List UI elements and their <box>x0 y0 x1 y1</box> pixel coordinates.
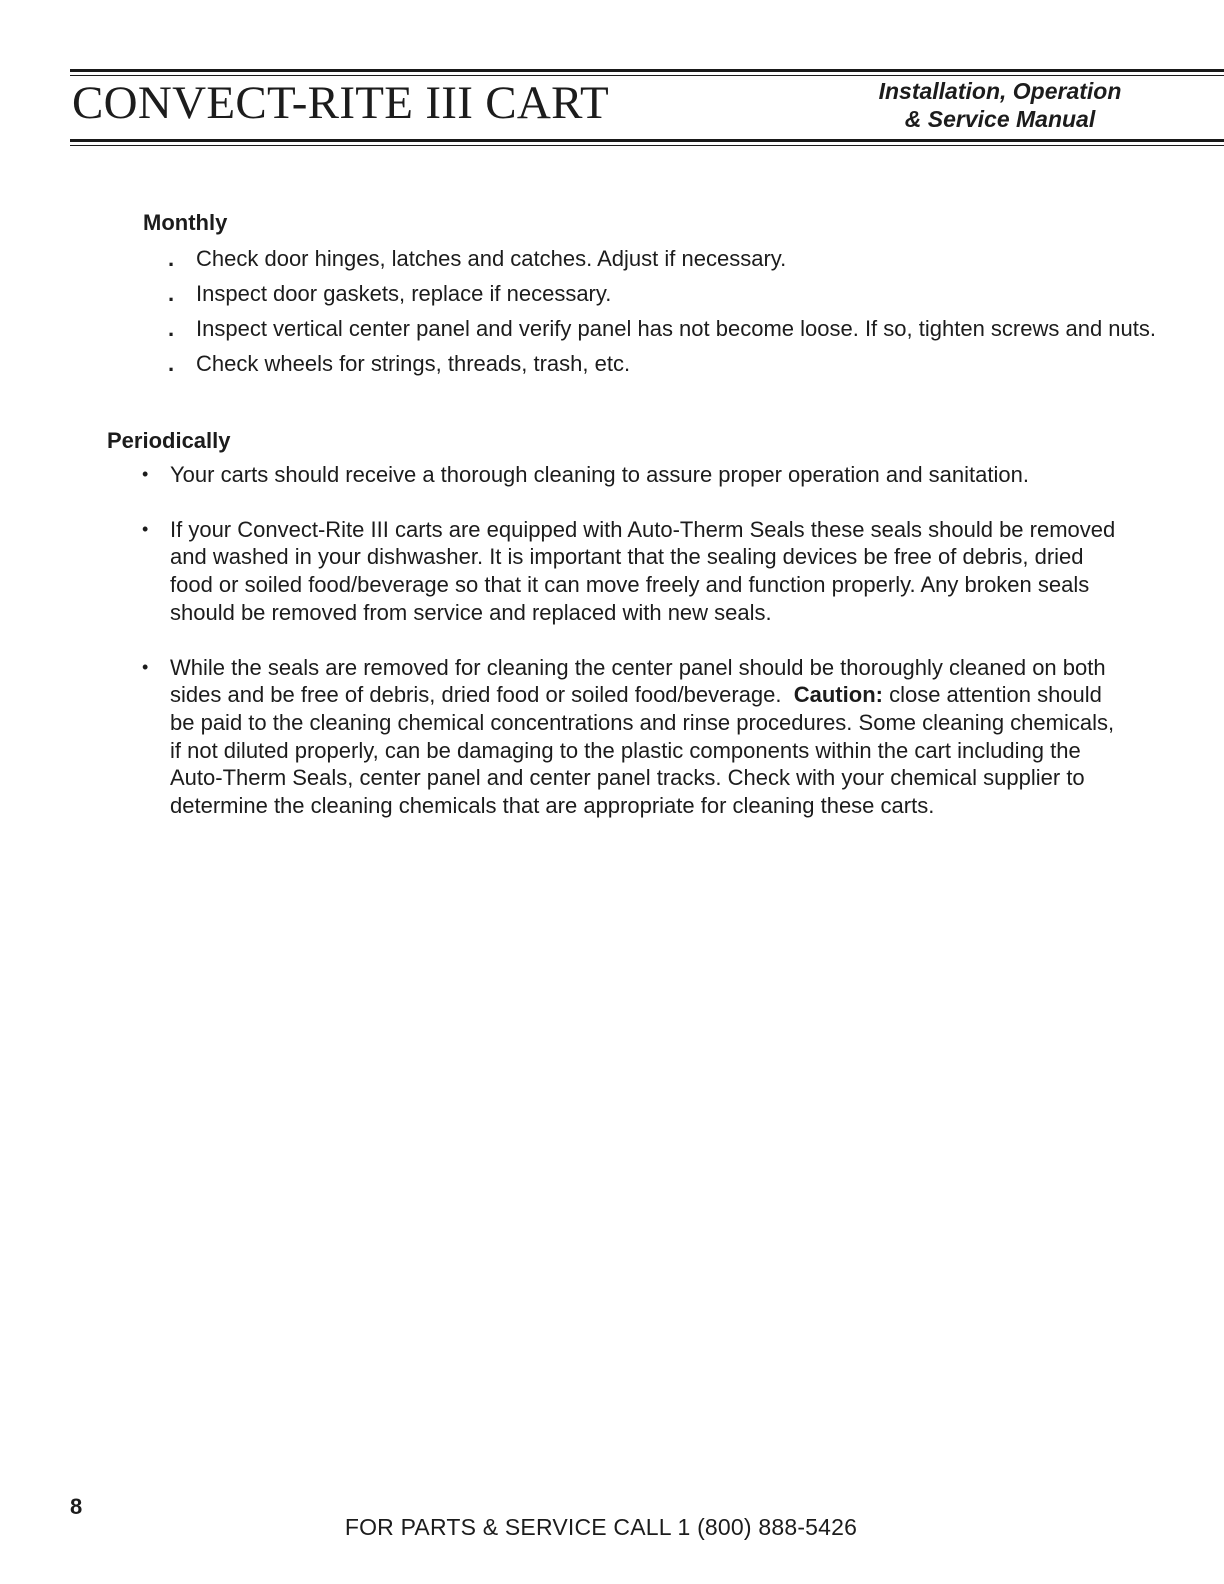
list-item-text: Inspect door gaskets, replace if necessary. <box>196 281 612 306</box>
bullet-icon: • <box>142 656 149 677</box>
header-rule-bottom-thin <box>70 145 1224 146</box>
bullet-icon: . <box>168 316 175 341</box>
monthly-list <box>168 246 1168 386</box>
document-subtitle <box>840 77 1160 133</box>
document-title: CONVECT-RITE III CART <box>72 77 609 129</box>
footer-contact: FOR PARTS & SERVICE CALL 1 (800) 888-5426 <box>344 1514 858 1540</box>
list-item-text: Check door hinges, latches and catches. Adjust if necessary. <box>196 246 787 271</box>
bullet-icon: • <box>142 464 149 484</box>
bullet-icon: . <box>168 246 175 271</box>
header-rule-top-thick <box>70 69 1224 72</box>
item-text-part-2: close attention should be paid to the cleaning chemical concentrations and rinse procedures. Some cleaning chemicals, if not diluted properly, can be damaging to the plastic components within the cart including the Auto-Therm Seals, center panel and center panel tracks. Check with your chemical supplier to determine the cleaning chemicals that are appropriate for cleaning these carts. <box>170 682 1115 819</box>
list-item-text: Inspect vertical center panel and verify panel has not become loose. If so, tighten screws and nuts. <box>196 316 1156 341</box>
list-item-text: Check wheels for strings, threads, trash, etc. <box>196 351 631 376</box>
periodically-list <box>142 461 1127 847</box>
caution-label: Caution: <box>793 682 883 708</box>
list-item <box>142 516 1127 627</box>
list-item <box>142 461 1127 489</box>
item-text-part-1: While the seals are removed for cleaning the center panel should be thoroughly cleaned on both sides and be free of debris, dried food or soiled food/beverage. <box>170 654 1106 708</box>
list-item <box>168 316 1168 341</box>
page-number: 8 <box>70 1494 83 1519</box>
monthly-heading: Monthly <box>143 210 228 235</box>
list-item-text: Your carts should receive a thorough cleaning to assure proper operation and sanitation. <box>170 462 1029 487</box>
subtitle-line-2: & Service Manual <box>904 106 1096 132</box>
bullet-icon: • <box>142 518 149 539</box>
periodically-heading: Periodically <box>107 428 231 453</box>
list-item <box>168 246 1168 271</box>
list-item <box>168 351 1168 376</box>
bullet-icon: . <box>168 351 175 376</box>
list-item <box>142 654 1127 820</box>
subtitle-line-1: Installation, Operation <box>878 78 1122 104</box>
bullet-icon: . <box>168 281 175 306</box>
header-rule-bottom-thick <box>70 139 1224 142</box>
list-item <box>168 281 1168 306</box>
list-item-text: If your Convect-Rite III carts are equipped with Auto-Therm Seals these seals should be removed and washed in your dishwasher. It is important that the sealing devices be free of debris, dried food or soiled food/beverage so that it can move freely and function properly. Any broken seals should be removed from service and replaced with new seals. <box>170 516 1116 625</box>
list-item-text <box>170 655 1114 819</box>
